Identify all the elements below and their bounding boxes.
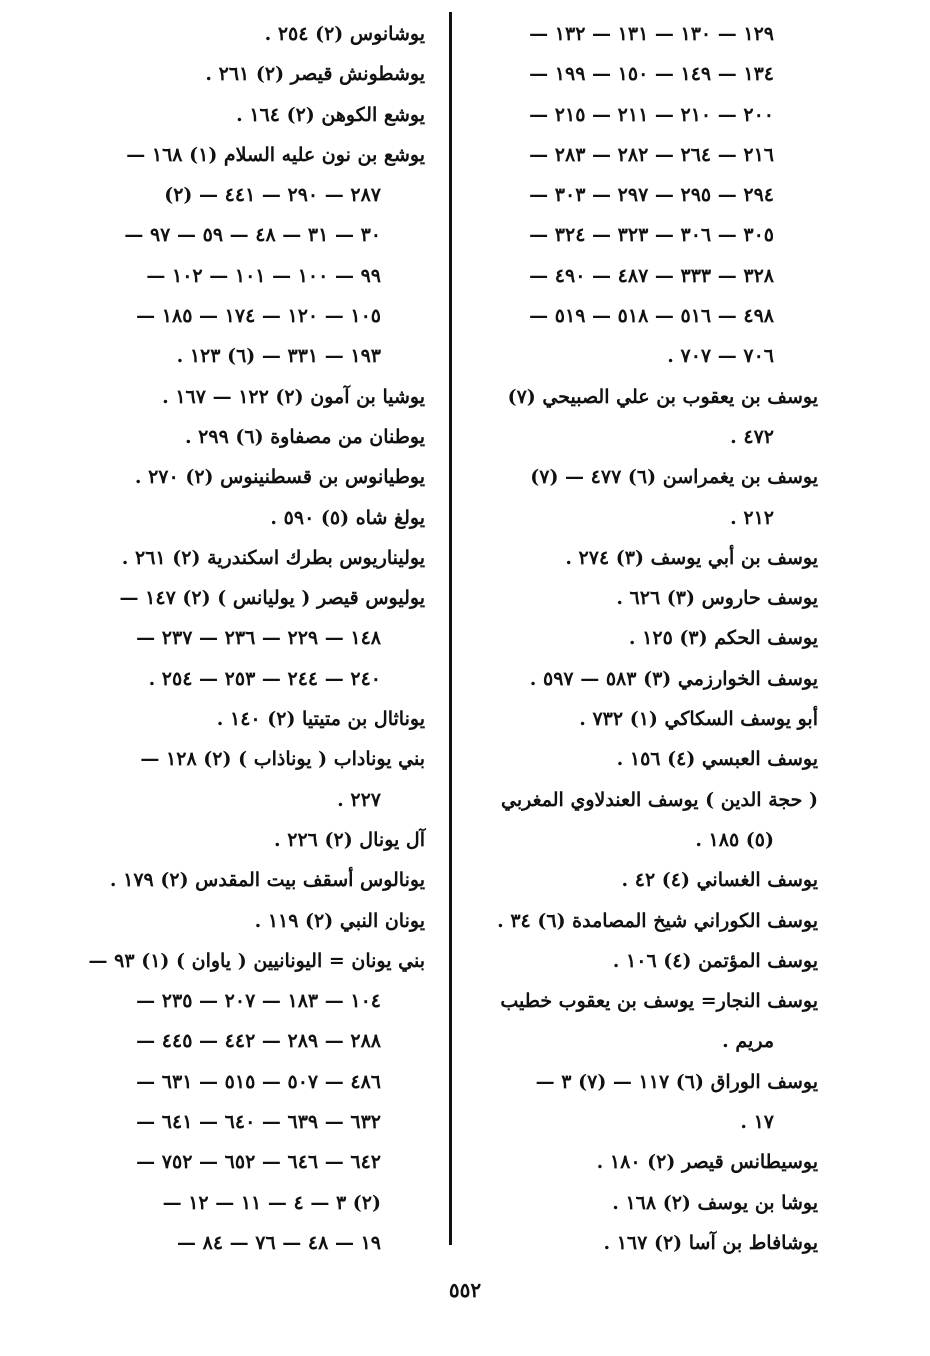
index-entry: يوسف الكوراني شيخ المصامدة (٦) ٣٤ . (497, 909, 818, 932)
index-entry-continuation: (٢) ٣ — ٤ — ١١ — ١٢ — (162, 1191, 381, 1214)
index-entry: بني يوناداب ( يوناذاب ) (٢) ١٢٨ — (140, 748, 425, 771)
index-entry: يوسف الغساني (٤) ٤٢ . (621, 869, 818, 892)
index-entry: يوسف بن يغمراسن (٦) ٤٧٧ — (٧) (530, 466, 818, 489)
index-entry: يوسف حاروس (٣) ٦٢٦ . (616, 587, 818, 610)
index-entry-continuation: ١٩ — ٤٨ — ٧٦ — ٨٤ — (176, 1231, 381, 1254)
index-entry-continuation: ٢٩٤ — ٢٩٥ — ٢٩٧ — ٣٠٣ — (529, 184, 774, 207)
column-divider (449, 12, 452, 1245)
index-entry-continuation: ٧٠٦ — ٧٠٧ . (667, 345, 774, 368)
index-entry: يوشطونش قيصر (٢) ٢٦١ . (205, 63, 425, 86)
index-entry: يوشافاط بن آسا (٢) ١٦٧ . (603, 1231, 818, 1254)
index-entry: يوليوس قيصر ( يوليانس ) (٢) ١٤٧ — (119, 587, 425, 610)
index-entry: أبو يوسف السكاكي (١) ٧٣٢ . (579, 708, 818, 731)
index-entry: ( حجة الدين ) يوسف العندلاوي المغربي (501, 788, 818, 811)
index-entry-continuation: مريم . (722, 1030, 774, 1053)
index-entry: يولغ شاه (٥) ٥٩٠ . (270, 506, 425, 529)
index-entry: يوشانوس (٢) ٢٥٤ . (264, 23, 425, 45)
index-entry-continuation: ١٩٣ — ٣٣١ — (٦) ١٢٣ . (176, 345, 381, 368)
index-entry: يوشيا بن آمون (٢) ١٢٢ — ١٦٧ . (162, 385, 425, 408)
index-entry-continuation: ٢٤٠ — ٢٤٤ — ٢٥٣ — ٢٥٤ . (148, 667, 381, 690)
index-entry-continuation: (٥) ١٨٥ . (695, 828, 774, 851)
index-entry-continuation: ٣٠ — ٣١ — ٤٨ — ٥٩ — ٩٧ — (124, 224, 381, 247)
index-entry: بني يونان = اليونانيين ( ياوان ) (١) ٩٣ — (88, 949, 425, 972)
index-entry-continuation: ٢٠٠ — ٢١٠ — ٢١١ — ٢١٥ — (529, 103, 774, 126)
index-entry-continuation: ٦٣٢ — ٦٣٩ — ٦٤٠ — ٦٤١ — (136, 1111, 381, 1134)
index-entry-continuation: ٩٩ — ١٠٠ — ١٠١ — ١٠٢ — (146, 264, 381, 287)
index-entry-continuation: ١٤٨ — ٢٢٩ — ٢٣٦ — ٢٣٧ — (136, 627, 381, 650)
index-entry: يوسف النجار= يوسف بن يعقوب خطيب (500, 990, 818, 1013)
index-entry-continuation: ٤٨٦ — ٥٠٧ — ٥١٥ — ٦٣١ — (136, 1070, 381, 1093)
index-entry: يوسف الحكم (٣) ١٢٥ . (628, 627, 818, 650)
index-entry: يوسف بن أبي يوسف (٣) ٢٧٤ . (565, 546, 818, 569)
index-entry-continuation: ٢٨٨ — ٢٨٩ — ٤٤٢ — ٤٤٥ — (136, 1030, 381, 1053)
index-entry-continuation: ١٣٤ — ١٤٩ — ١٥٠ — ١٩٩ — (529, 63, 774, 86)
index-entry-continuation: ٣٠٥ — ٣٠٦ — ٣٢٣ — ٣٢٤ — (529, 224, 774, 247)
index-entry-continuation: ١٠٤ — ١٨٣ — ٢٠٧ — ٢٣٥ — (136, 990, 381, 1013)
index-entry-continuation: ٢١٢ . (730, 506, 774, 529)
index-entry: يوسف الوراق (٦) ١١٧ — (٧) ٣ — (535, 1070, 818, 1093)
page-number: ٥٥٢ (448, 1278, 482, 1302)
index-entry: يوطنان من مصفاوة (٦) ٢٩٩ . (184, 425, 425, 448)
index-entry-continuation: ٢٨٧ — ٢٩٠ — ٤٤١ — (٢) (164, 184, 381, 207)
index-entry: يوشع بن نون عليه السلام (١) ١٦٨ — (126, 143, 425, 166)
index-entry: يوسيطانس قيصر (٢) ١٨٠ . (596, 1151, 818, 1174)
index-entry: يونالوس أسقف بيت المقدس (٢) ١٧٩ . (109, 869, 425, 892)
index-entry: آل يونال (٢) ٢٢٦ . (274, 828, 425, 851)
index-entry: يوسف العبسي (٤) ١٥٦ . (616, 748, 818, 771)
index-entry: يوليناريوس بطرك اسكندرية (٢) ٢٦١ . (121, 546, 425, 569)
index-entry: يوسف الخوارزمي (٣) ٥٨٣ — ٥٩٧ . (529, 667, 818, 690)
index-entry-continuation: ٤٩٨ — ٥١٦ — ٥١٨ — ٥١٩ — (529, 305, 774, 328)
index-entry: يونان النبي (٢) ١١٩ . (254, 909, 425, 932)
index-column-right (468, 14, 818, 1263)
index-entry: يوشع الكوهن (٢) ١٦٤ . (236, 103, 425, 126)
index-entry: يوسف المؤتمن (٤) ١٠٦ . (612, 949, 818, 972)
index-entry-continuation: ٢٢٧ . (337, 788, 381, 811)
index-entry-continuation: ٦٤٢ — ٦٤٦ — ٦٥٢ — ٧٥٢ — (136, 1151, 381, 1174)
index-entry: يوسف بن يعقوب بن علي الصبيحي (٧) (507, 385, 818, 408)
index-entry-continuation: ١٠٥ — ١٢٠ — ١٧٤ — ١٨٥ — (136, 305, 381, 328)
index-entry-continuation: ٤٧٢ . (730, 425, 774, 448)
index-entry-continuation: ٣٢٨ — ٣٣٣ — ٤٨٧ — ٤٩٠ — (529, 264, 774, 287)
index-entry-continuation: ١٢٩ — ١٣٠ — ١٣١ — ١٣٢ — (529, 23, 774, 45)
index-entry-continuation: ٢١٦ — ٢٦٤ — ٢٨٢ — ٢٨٣ — (529, 143, 774, 166)
index-entry: يوشا بن يوسف (٢) ١٦٨ . (612, 1191, 818, 1214)
index-column-left (75, 14, 425, 1263)
index-entry: يوطيانوس بن قسطنينوس (٢) ٢٧٠ . (134, 466, 425, 489)
index-entry: يوناثال بن متيتيا (٢) ١٤٠ . (216, 708, 425, 731)
index-entry-continuation: ١٧ . (740, 1111, 774, 1134)
